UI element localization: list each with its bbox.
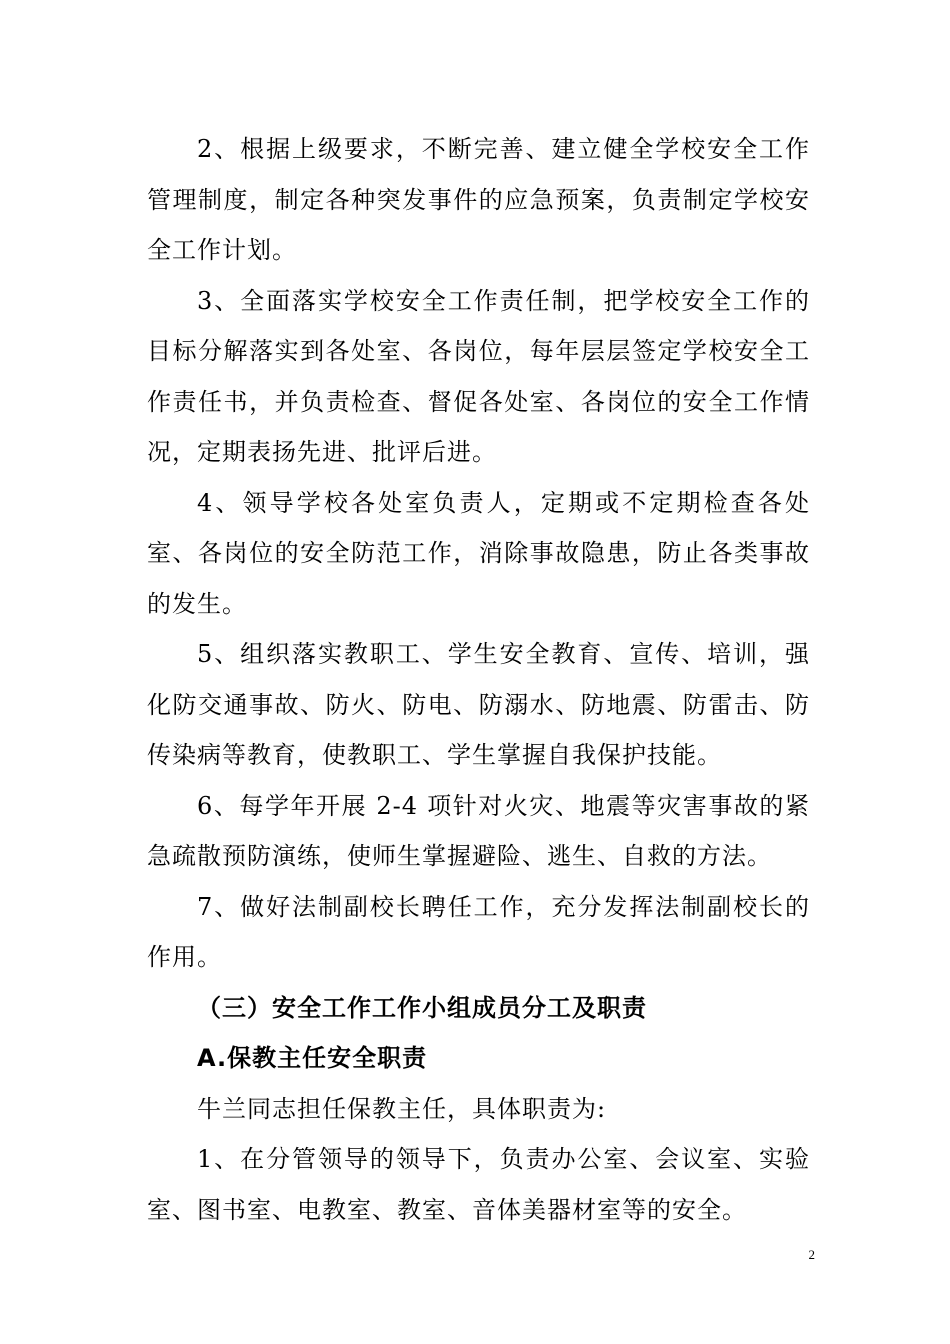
subsection-intro: 牛兰同志担任保教主任，具体职责为: bbox=[197, 1094, 607, 1123]
paragraph-item-7: 7、做好法制副校长聘任工作，充分发挥法制副校长的作用。 bbox=[147, 892, 810, 971]
paragraph-item-4: 4、领导学校各处室负责人，定期或不定期检查各处室、各岗位的安全防范工作，消除事故隐患，防止各类事故的发生。 bbox=[147, 488, 810, 618]
document-body bbox=[147, 124, 810, 1235]
paragraph-item-5: 5、组织落实教职工、学生安全教育、宣传、培训，强化防交通事故、防火、防电、防溺水、防地震、防雷击、防传染病等教育，使教职工、学生掌握自我保护技能。 bbox=[147, 640, 810, 769]
paragraph-item-6: 6、每学年开展 2-4 项针对火灾、地震等灾害事故的紧急疏散预防演练，使师生掌握避险、逃生、自救的方法。 bbox=[147, 791, 810, 870]
subsection-item-1: 1、在分管领导的领导下，负责办公室、会议室、实验室、图书室、电教室、教室、音体美器材室等的安全。 bbox=[147, 1145, 810, 1224]
page-number: 2 bbox=[808, 1247, 815, 1262]
paragraph-item-3: 3、全面落实学校安全工作责任制，把学校安全工作的目标分解落实到各处室、各岗位，每年层层签定学校安全工作责任书，并负责检查、督促各处室、各岗位的安全工作情况，定期表扬先进、批评后进。 bbox=[147, 286, 810, 466]
subsection-heading: A.保教主任安全职责 bbox=[197, 1044, 428, 1072]
paragraph-item-2: 2、根据上级要求，不断完善、建立健全学校安全工作管理制度，制定各种突发事件的应急预案，负责制定学校安全工作计划。 bbox=[147, 135, 810, 264]
section-heading: （三）安全工作工作小组成员分工及职责 bbox=[197, 993, 647, 1022]
